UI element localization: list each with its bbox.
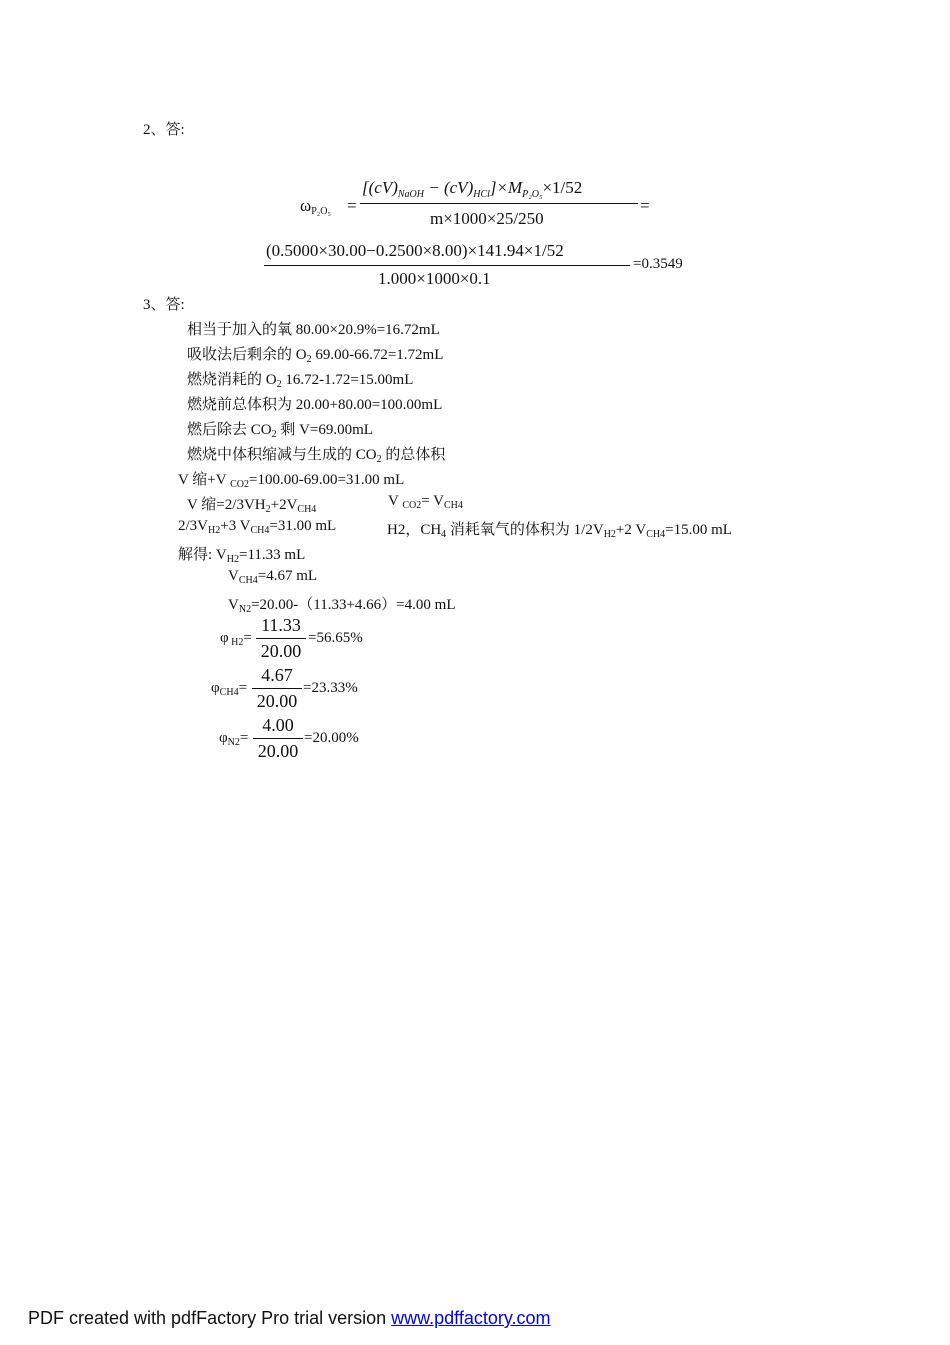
fraction-1-numerator: $[(cV)_{NaOH} - (cV)_{HCl}]\times M_{P_2O_5}\times 1/52$ — [362, 178, 583, 200]
q3-line-total-volume: 燃烧前总体积为 20.00+80.00=100.00mL — [187, 397, 443, 413]
phi-ch4-label: $\varphi_{CH4}=$ — [211, 680, 248, 698]
phi-h2-label: φ $_{H2}$= — [220, 630, 252, 648]
phi-h2-result: =56.65% — [308, 630, 363, 646]
q2-label: 2、答: — [143, 122, 185, 138]
fraction-1-denominator: m×1000×25/250 — [430, 209, 544, 228]
pdf-footer — [28, 1308, 551, 1329]
omega-symbol: $\omega_{P_2O_5}$ — [300, 196, 331, 217]
phi-n2-bar — [253, 738, 303, 739]
q3-line-solve-h2: 解得: $V_{H2}=11.33$ mL — [178, 547, 306, 565]
phi-ch4-denominator: 20.00 — [256, 691, 298, 711]
q3-line-solve-ch4: $V_{CH4}=4.67$ mL — [228, 568, 318, 586]
q3-line-remaining-o2: 吸收法后剩余的 $O_2$ 69.00-66.72=1.72mL — [187, 347, 444, 365]
phi-ch4-numerator: 4.67 — [261, 665, 293, 685]
footer-text: PDF created with pdfFactory Pro trial version — [28, 1308, 392, 1328]
q3-label: 3、答: — [143, 297, 185, 313]
phi-h2-bar — [256, 638, 306, 639]
phi-ch4-bar — [252, 688, 302, 689]
phi-n2-result: =20.00% — [304, 730, 359, 746]
q3-line-solve-n2: $V_{N2}=20.00-(11.33+4.66)=4.00$ mL — [228, 597, 456, 615]
phi-ch4-result: =23.33% — [303, 680, 358, 696]
q3-line-volume-reduction: 燃烧中体积缩减与生成的 $CO_2$ 的总体积 — [187, 447, 446, 465]
q3-line-v-shrink-sum: V 缩+V $_{CO2}$=100.00-69.00=31.00 mL — [178, 472, 405, 490]
fraction-2-numerator: (0.5000×30.00−0.2500×8.00)×141.94×1/52 — [266, 241, 564, 260]
q3-line-vco2-eq: V $_{CO2}= V_{CH4}$ — [388, 493, 463, 511]
equals-sign: = — [347, 196, 357, 215]
fraction-2-bar — [264, 265, 630, 266]
q3-line-v-shrink-eq: V 缩$=2/3VH_2+2V_{CH4}$ — [187, 497, 317, 515]
fraction-2-denominator: 1.000×1000×0.1 — [378, 269, 491, 288]
phi-n2-denominator: 20.00 — [257, 741, 299, 761]
footer-link[interactable]: www.pdffactory.com — [391, 1308, 551, 1328]
q3-line-consumed-o2: 燃烧消耗的 $O_2$ 16.72-1.72=15.00mL — [187, 372, 414, 390]
q2-result: =0.3549 — [633, 256, 683, 272]
q3-line-equation-1: $2/3V_{H2}+3$ $V_{CH4}=31.00$ mL — [178, 518, 337, 536]
equals-sign-tail: = — [640, 196, 650, 215]
phi-n2-numerator: 4.00 — [262, 715, 294, 735]
q3-line-equation-2: H2，$CH_4$ 消耗氧气的体积为 $1/2V_{H2}+2$ $V_{CH4}=15.00$ mL — [387, 522, 732, 540]
phi-h2-numerator: 11.33 — [261, 615, 301, 635]
phi-h2-denominator: 20.00 — [260, 641, 302, 661]
phi-n2-label: $\varphi_{N2}=$ — [219, 730, 249, 748]
fraction-1-bar — [360, 203, 638, 204]
q3-line-after-co2-removal: 燃后除去 $CO_2$ 剩 V=69.00mL — [187, 422, 373, 440]
q3-line-oxygen-added: 相当于加入的氧 80.00×20.9%=16.72mL — [187, 322, 440, 338]
